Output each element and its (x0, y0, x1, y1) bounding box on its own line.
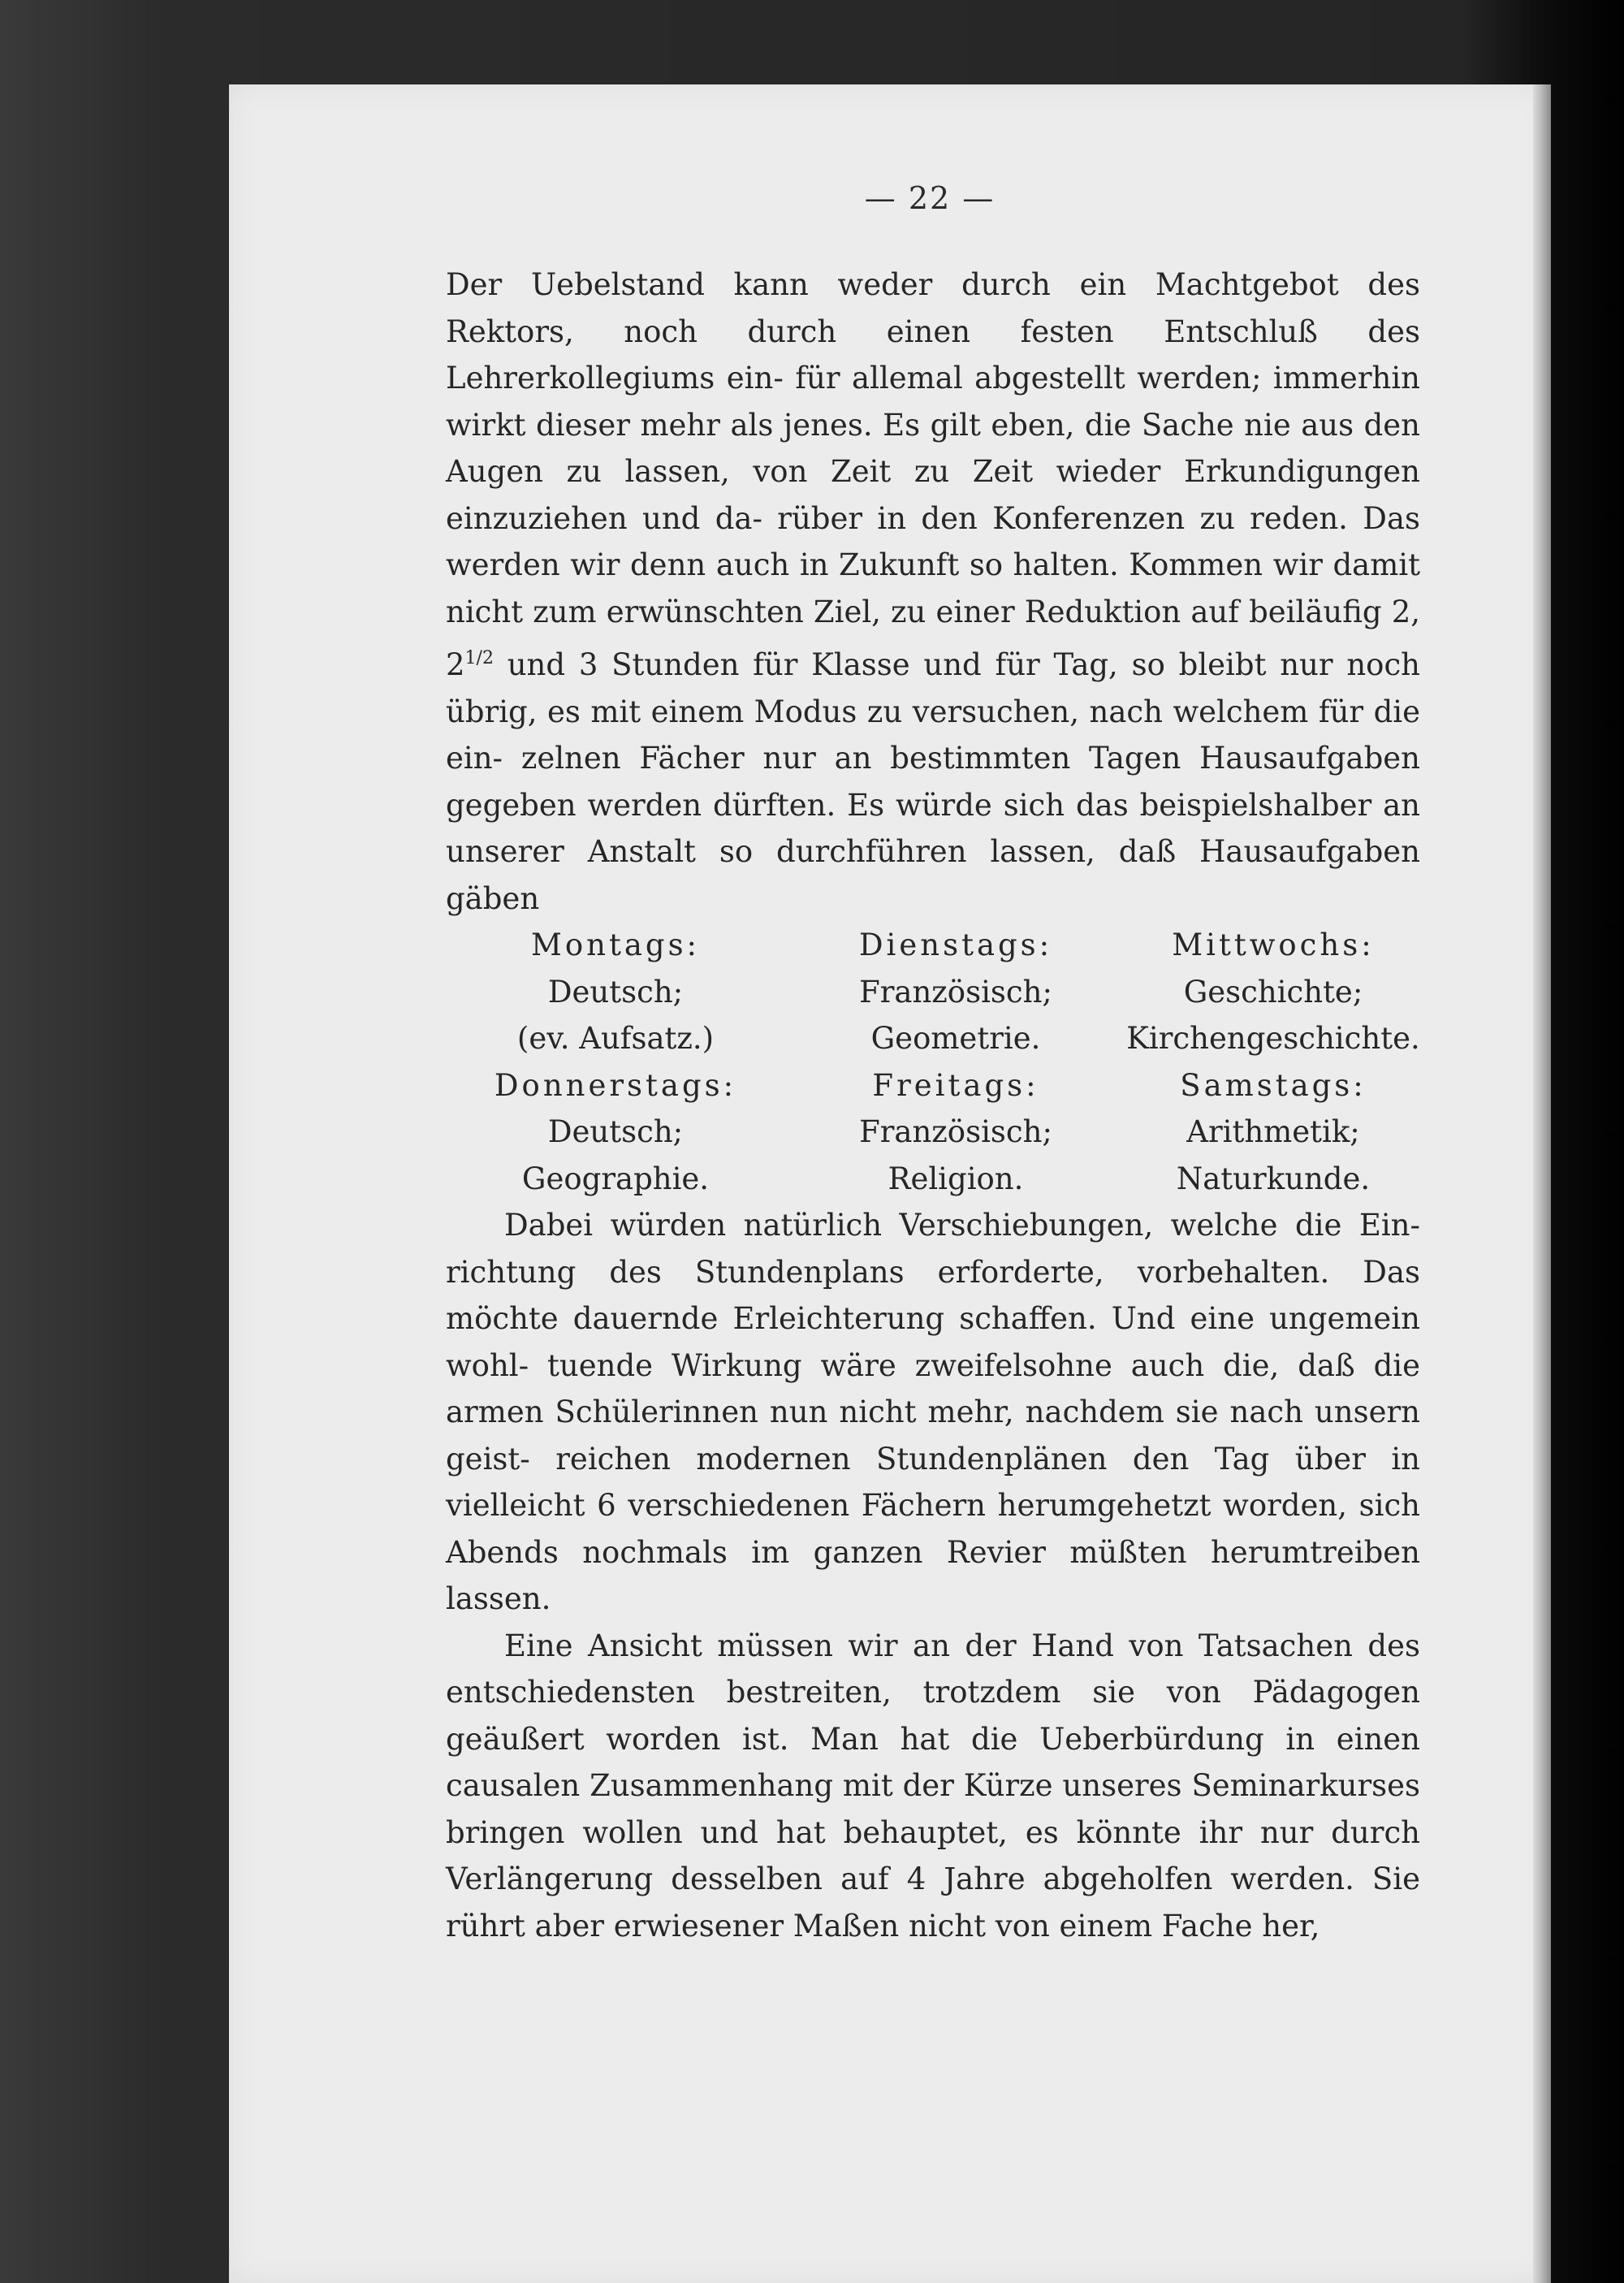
page-body (446, 262, 1420, 1949)
paragraph-1-text: Der Uebelstand kann weder durch ein Machtgebot des Rektors, noch durch einen festen Entschluß des Lehrerkollegiums ein- für allemal abgestellt werden; immerhin wirkt dieser mehr als jenes. Es gilt eben, die Sache nie aus den Augen zu lassen, von Zeit zu Zeit wieder Erkundigungen einzuziehen und da- rüber in den Konferenzen zu reden. Das werden wir denn auch in Zukunft so halten. Kommen wir damit nicht zum erwünschten Ziel, zu einer Reduktion auf beiläufig 2, 2 (446, 267, 1420, 682)
schedule-subject: (ev. Aufsatz.) (516, 1021, 715, 1056)
paragraph-1 (446, 262, 1420, 922)
schedule-day-heading: Freitags: (872, 1067, 1039, 1103)
page-number: — 22 — (864, 180, 996, 216)
page-edge (1533, 84, 1551, 2283)
homework-schedule (446, 922, 1420, 1202)
schedule-subject: Kirchengeschichte. (1126, 1021, 1420, 1056)
schedule-subject: Religion. (888, 1161, 1024, 1196)
paragraph-3: Eine Ansicht müssen wir an der Hand von Tatsachen des entschiedensten bestreiten, trotzdem sie von Pädagogen geäußert worden ist. Man hat die Ueberbürdung in einen causalen Zusammenhang mit der Kürze unseres Seminarkurses bringen wollen und hat behauptet, es könnte ihr nur durch Verlängerung desselben auf 4 Jahre abgeholfen werden. Sie rührt aber erwiesener Maßen nicht von einem Fache her, (446, 1628, 1420, 1944)
schedule-day-heading: Montags: (530, 927, 701, 962)
paragraph-1-rest: und 3 Stunden für Klasse und für Tag, so bleibt nur noch übrig, es mit einem Modus zu versuchen, nach welchem für die ein- zelnen Fächer nur an bestimmten Tagen Hausaufgaben gegeben werden dürften. Es würde sich das beispielshalber an unserer Anstalt so durchführen lassen, daß Hausaufgaben gäben (446, 647, 1420, 916)
schedule-subject: Geschichte; (1183, 974, 1363, 1010)
schedule-day-heading: Donnerstags: (494, 1067, 737, 1103)
schedule-subject: Französisch; (859, 974, 1052, 1010)
schedule-subject: Arithmetik; (1186, 1114, 1360, 1149)
schedule-subject: Französisch; (859, 1114, 1052, 1149)
schedule-subject: Geometrie. (870, 1021, 1041, 1056)
paragraph-2: Dabei würden natürlich Verschiebungen, welche die Ein- richtung des Stundenplans erforderte, vorbehalten. Das möchte dauernde Erleichterung schaffen. Und eine ungemein wohl- tuende Wirkung wäre zweifelsohne auch die, daß die armen Schülerinnen nun nicht mehr, nachdem sie nach unsern geist- reichen modernen Stundenplänen den Tag über in vielleicht 6 verschiedenen Fächern herumgehetzt worden, sich Abends nochmals im ganzen Revier müßten herumtreiben lassen. (446, 1208, 1420, 1616)
schedule-subject: Naturkunde. (1176, 1161, 1371, 1196)
schedule-day-heading: Samstags: (1180, 1067, 1367, 1103)
schedule-day-heading: Mittwochs: (1172, 927, 1375, 962)
schedule-subject: Geographie. (521, 1161, 710, 1196)
fraction-half: 1/2 (464, 648, 494, 668)
schedule-subject: Deutsch; (547, 974, 684, 1010)
schedule-day-heading: Dienstags: (858, 927, 1053, 962)
schedule-subject: Deutsch; (547, 1114, 684, 1149)
